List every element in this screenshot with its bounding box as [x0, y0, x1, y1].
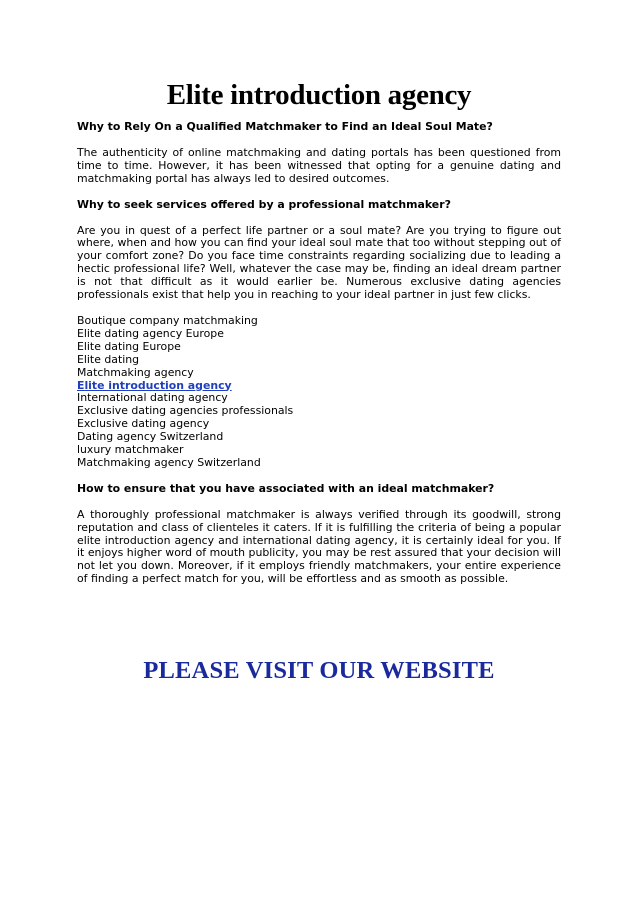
document-body [77, 121, 561, 599]
section-heading-rely: Why to Rely On a Qualified Matchmaker to Find an Ideal Soul Mate? [77, 120, 493, 133]
keyword-item: Elite dating agency Europe [77, 326, 224, 340]
keyword-list [77, 315, 561, 470]
section-paragraph-ensure: A thoroughly professional matchmaker is always verified through its goodwill, strong reputation and class of clienteles it caters. If it is fulfilling the criteria of being a popular elite introduction agency and international dating agency, it is certainly ideal for you. If it enjoys higher word of mouth publicity, you may be rest assured that your decision will not let you down. Moreover, if it employs friendly matchmakers, your entire experience of finding a perfect match for you, will be effortless and as smooth as possible. [77, 507, 561, 586]
keyword-item: Exclusive dating agencies professionals [77, 404, 294, 418]
document-title: Elite introduction agency [166, 79, 472, 111]
section-heading-ensure: How to ensure that you have associated with an ideal matchmaker? [77, 481, 495, 495]
keyword-item: Exclusive dating agency [77, 417, 210, 431]
keyword-item: Elite dating [77, 352, 140, 366]
keyword-item: Boutique company matchmaking [77, 313, 258, 327]
section-paragraph-rely: The authenticity of online matchmaking and dating portals has been questioned from time to time. However, it has been witnessed that opting for a genuine dating and matchmaking portal has always led to desired outcomes. [77, 145, 561, 185]
visit-website-banner: PLEASE VISIT OUR WEBSITE [143, 657, 495, 684]
elite-introduction-agency-link[interactable]: Elite introduction agency [77, 378, 232, 392]
section-paragraph-seek: Are you in quest of a perfect life partner or a soul mate? Are you trying to figure out where, when and how you can find your ideal soul mate that too without stepping out of your comfort zone? Do you face time constraints regarding socializing due to leading a hectic professional life? Well, whatever the case may be, finding an ideal dream partner is not that difficult as it would earlier be. Numerous exclusive dating agencies professionals exist that help you in reaching to your ideal partner in just few clicks. [77, 223, 561, 302]
keyword-item: International dating agency [77, 391, 228, 405]
keyword-item: Elite dating Europe [77, 339, 181, 353]
keyword-item: Dating agency Switzerland [77, 430, 224, 444]
section-heading-seek: Why to seek services offered by a professional matchmaker? [77, 197, 451, 211]
keyword-item: luxury matchmaker [77, 443, 184, 457]
keyword-item: Matchmaking agency Switzerland [77, 455, 261, 469]
keyword-item: Matchmaking agency [77, 365, 194, 379]
